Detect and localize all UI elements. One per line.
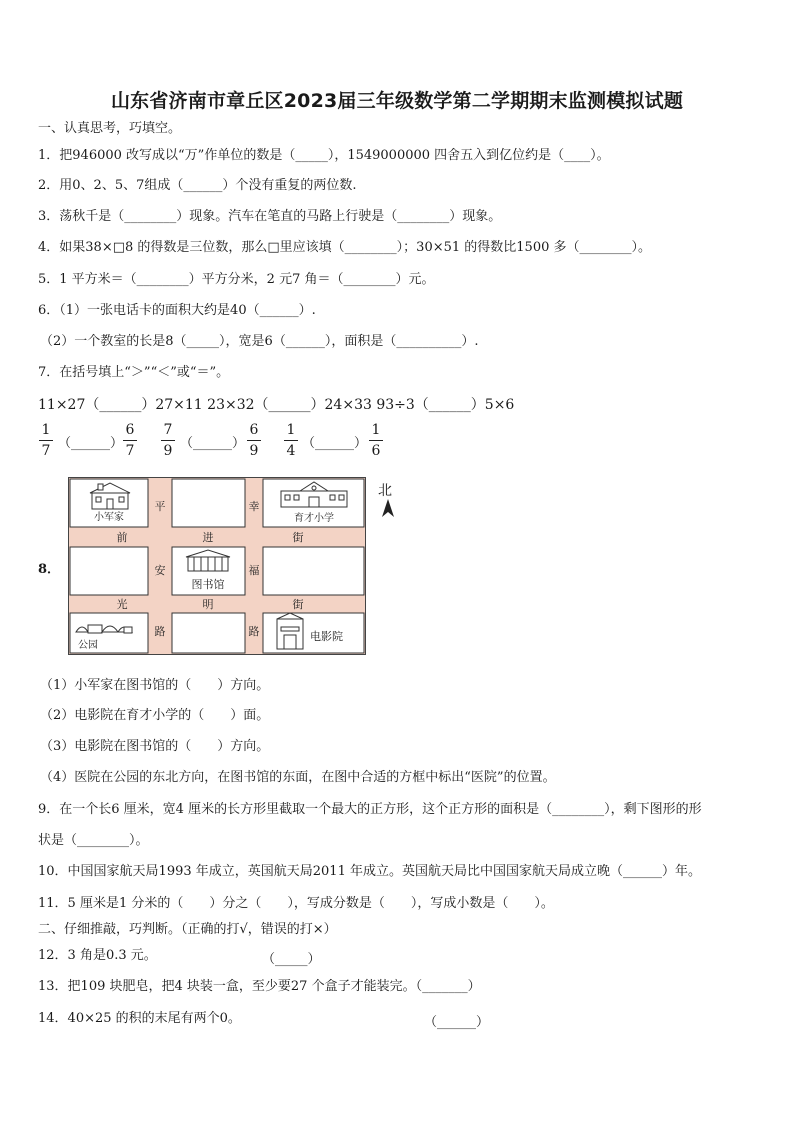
block-mid-left	[70, 547, 148, 595]
question-9-line-1: 9．在一个长6 厘米，宽4 厘米的长方形里截取一个最大的正方形，这个正方形的面积是（________），剩下图形的形	[38, 802, 702, 817]
question-8-number: 8．	[38, 562, 61, 577]
question-8-part-1: （1）小军家在图书馆的（ ）方向。	[40, 678, 270, 693]
question-6-part-1: 6．（1）一张电话卡的面积大约是40（______）.	[38, 303, 316, 318]
street-label: 光	[116, 598, 128, 611]
fraction-6-7: 6 7	[122, 422, 138, 461]
section-heading-1: 一、认真思考，巧填空。	[38, 121, 182, 136]
block-bottom-middle	[172, 613, 245, 653]
answer-blank[interactable]: （______）	[424, 1015, 490, 1030]
question-11: 11．5 厘米是1 分米的（ ）分之（ ），写成分数是（ ），写成小数是（ ）。	[38, 896, 554, 911]
question-8-part-2: （2）电影院在育才小学的（ ）面。	[40, 708, 270, 723]
question-4: 4．如果38×□8 的得数是三位数，那么□里应该填（________）；30×51 的得数比1500 多（________）。	[38, 240, 651, 255]
street-label: 街	[292, 531, 304, 544]
label-library: 图书馆	[191, 578, 225, 591]
question-6-part-2: （2）一个教室的长是8（_____），宽是6（______），面积是（__________）.	[40, 334, 479, 349]
north-arrow-icon	[381, 499, 395, 519]
road-label: 幸	[248, 500, 260, 513]
question-7: 7．在括号填上“＞”“＜”或“＝”。	[38, 365, 230, 380]
page-title: 山东省济南市章丘区2023届三年级数学第二学期期末监测模拟试题	[110, 90, 684, 112]
fraction-1-7: 1 7	[38, 422, 54, 461]
cinema-icon	[277, 613, 303, 649]
question-12: 12．3 角是0.3 元。	[38, 948, 157, 963]
question-10: 10．中国国家航天局1993 年成立，英国航天局2011 年成立。英国航天局比中国国家航天局成立晚（______）年。	[38, 864, 701, 879]
fraction-1-6: 1 6	[368, 422, 384, 461]
street-label: 前	[116, 531, 128, 544]
street-label: 明	[202, 598, 214, 611]
question-3: 3．荡秋千是（________）现象。汽车在笔直的马路上行驶是（________）现象。	[38, 209, 502, 224]
question-8-part-4: （4）医院在公园的东北方向，在图书馆的东面，在图中合适的方框中标出“医院”的位置。	[40, 770, 556, 785]
fraction-1-4: 1 4	[283, 422, 299, 461]
answer-blank[interactable]: （______）	[58, 436, 124, 451]
answer-blank[interactable]: （______）	[302, 436, 368, 451]
road-label: 安	[154, 564, 166, 577]
fraction-7-9: 7 9	[160, 422, 176, 461]
block-top-middle	[172, 479, 245, 527]
question-9-line-2: 状是（________）。	[38, 833, 149, 848]
question-2: 2．用0、2、5、7组成（______）个没有重复的两位数.	[38, 178, 357, 193]
label-school: 育才小学	[294, 513, 334, 524]
road-label: 路	[154, 625, 166, 638]
section-heading-2: 二、仔细推敲，巧判断。（正确的打√，错误的打×）	[38, 922, 337, 937]
question-7-comparisons: 11×27（______）27×11 23×32（______）24×33 93÷3（______）5×6	[38, 397, 515, 413]
fraction-6-9: 6 9	[246, 422, 262, 461]
question-13: 13．把109 块肥皂，把4 块装一盒，至少要27 个盒子才能装完。（_______）	[38, 979, 481, 994]
answer-blank[interactable]: （_____）	[262, 952, 321, 967]
street-map	[68, 477, 366, 655]
label-cinema: 电影院	[310, 630, 343, 643]
road-label: 平	[154, 500, 166, 513]
road-label: 路	[248, 625, 260, 638]
north-label: 北	[378, 483, 392, 499]
street-label: 进	[202, 531, 214, 544]
question-14: 14．40×25 的积的末尾有两个0。	[38, 1011, 241, 1026]
road-label: 福	[248, 564, 260, 577]
question-1: 1．把946000 改写成以“万”作单位的数是（_____），1549000000 四舍五入到亿位约是（____）。	[38, 148, 610, 163]
answer-blank[interactable]: （______）	[180, 436, 246, 451]
block-mid-right	[263, 547, 364, 595]
question-8-part-3: （3）电影院在图书馆的（ ）方向。	[40, 739, 270, 754]
label-park: 公园	[78, 640, 98, 651]
street-label: 街	[292, 598, 304, 611]
label-home: 小军家	[94, 512, 124, 523]
question-5: 5．1 平方米＝（________）平方分米，2 元7 角＝（________）元。	[38, 272, 435, 287]
